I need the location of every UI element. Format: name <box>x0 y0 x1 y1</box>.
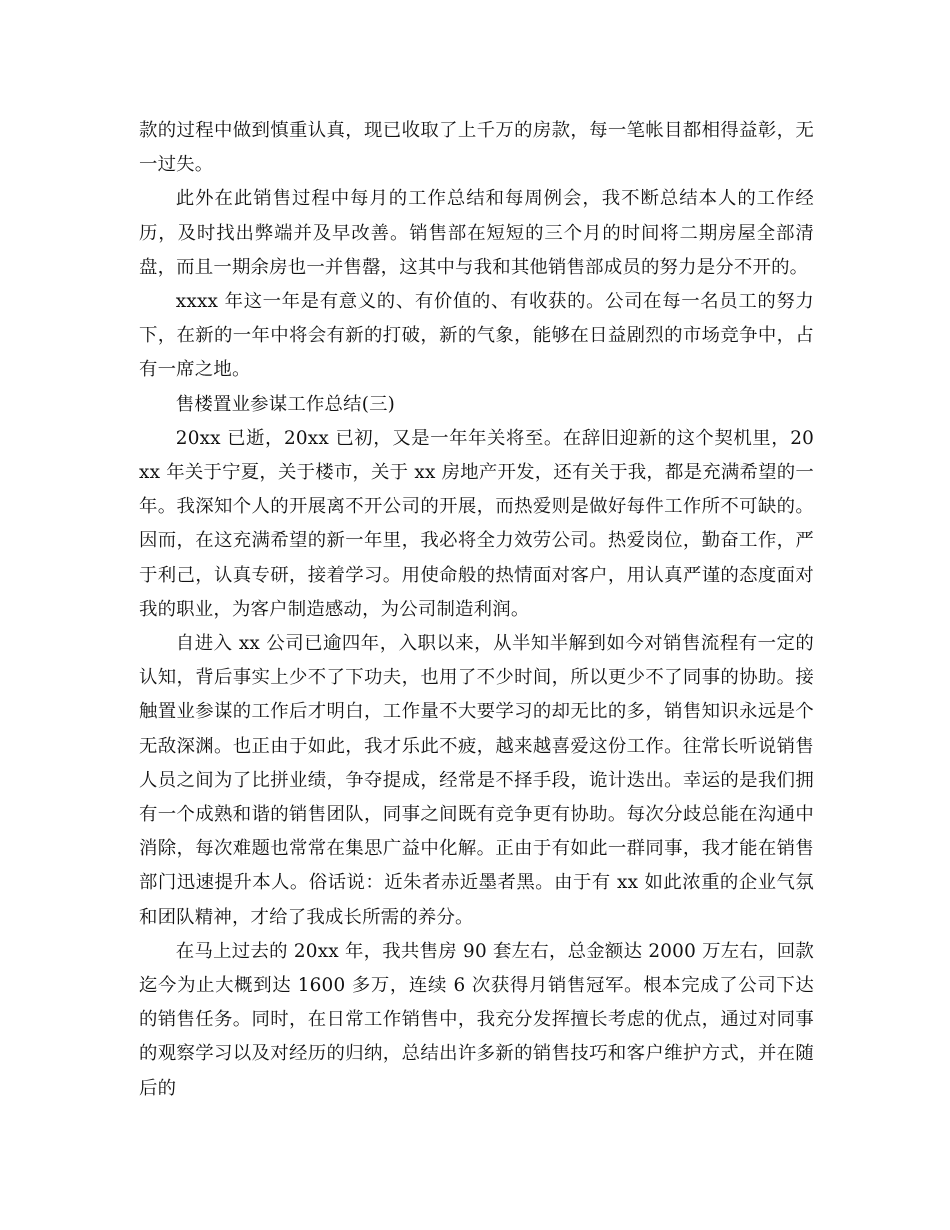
section-heading: 售楼置业参谋工作总结(三) <box>175 393 396 415</box>
paragraph-2: 此外在此销售过程中每月的工作总结和每周例会，我不断总结本人的工作经历，及时找出弊端并及早改善。销售部在短短的三个月的时间将二期房屋全部清盘，而且一期余房也一并售罄，这其中与我和其他销售部成员的努力是分不开的。 <box>139 188 814 278</box>
paragraph-6: 在马上过去的 20xx 年，我共售房 90 套左右，总金额达 2000 万左右，回款迄今为止大概到达 1600 多万，连续 6 次获得月销售冠军。根本完成了公司下达的销售任务。同时，在日常工作销售中，我充分发挥擅长考虑的优点，通过对同事的观察学习以及对经历的归纳，总结出许多新的销售技巧和客户维护方式，并在随后的 <box>139 940 814 1099</box>
document-body <box>139 114 814 1106</box>
paragraph-1: 款的过程中做到慎重认真，现已收取了上千万的房款，每一笔帐目都相得益彰，无一过失。 <box>139 120 814 176</box>
paragraph-5: 自进入 xx 公司已逾四年，入职以来，从半知半解到如今对销售流程有一定的认知，背后事实上少不了下功夫，也用了不少时间，所以更少不了同事的协助。接触置业参谋的工作后才明白，工作量不大要学习的却无比的多，销售知识永远是个无敌深渊。也正由于如此，我才乐此不疲，越来越喜爱这份工作。往常长听说销售人员之间为了比拼业绩，争夺提成，经常是不择手段，诡计迭出。幸运的是我们拥有一个成熟和谐的销售团队，同事之间既有竞争更有协助。每次分歧总能在沟通中消除，每次难题也常常在集思广益中化解。正由于有如此一群同事，我才能在销售部门迅速提升本人。俗话说：近朱者赤近墨者黑。由于有 xx 如此浓重的企业气氛和团队精神，才给了我成长所需的养分。 <box>139 633 814 928</box>
paragraph-3: xxxx 年这一年是有意义的、有价值的、有收获的。公司在每一名员工的努力下，在新的一年中将会有新的打破，新的气象，能够在日益剧烈的市场竞争中，占有一席之地。 <box>139 291 814 381</box>
paragraph-4: 20xx 已逝，20xx 已初，又是一年年关将至。在辞旧迎新的这个契机里，20xx 年关于宁夏，关于楼市，关于 xx 房地产开发，还有关于我，都是充满希望的一年。我深知个人的开展离不开公司的开展，而热爱则是做好每件工作所不可缺的。因而，在这充满希望的新一年里，我必将全力效劳公司。热爱岗位，勤奋工作，严于利己，认真专研，接着学习。用使命般的热情面对客户，用认真严谨的态度面对我的职业，为客户制造感动，为公司制造利润。 <box>139 427 814 620</box>
